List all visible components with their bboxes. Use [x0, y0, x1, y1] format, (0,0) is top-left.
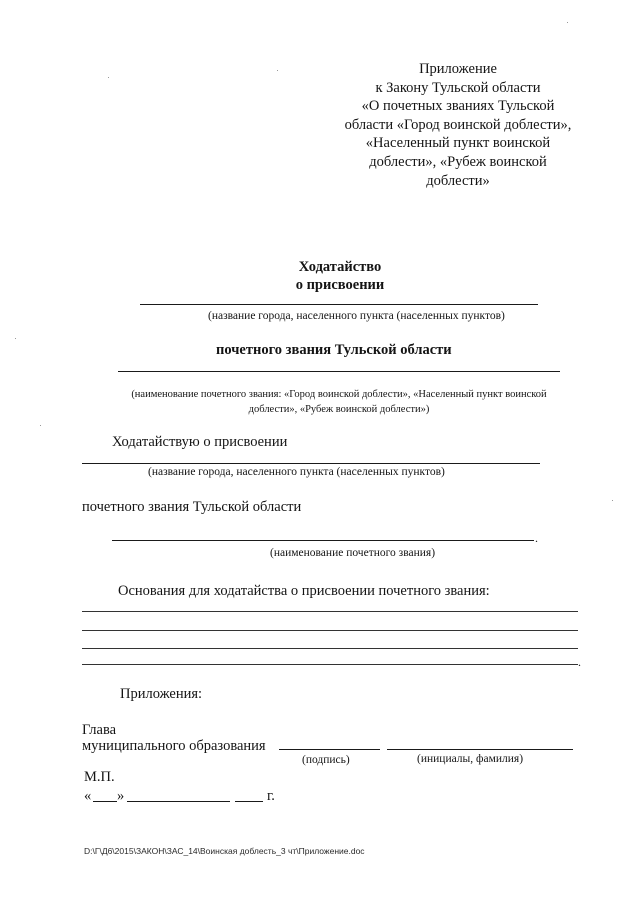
scan-speck — [15, 338, 16, 339]
grounds-line — [82, 630, 578, 631]
grounds-line — [82, 664, 578, 665]
caption-honor-options: (наименование почетного звания: «Город воинской доблести», «Населенный пункт воинской доблести», «Рубеж воинской доблести») — [131, 389, 547, 415]
grounds-line — [82, 611, 578, 612]
date-open-quote: « — [84, 788, 92, 804]
appendix-line: области «Город воинской доблести», — [344, 116, 572, 133]
caption-signature: (подпись) — [302, 754, 350, 766]
city-name-line-1 — [140, 304, 538, 305]
form-title-line1: Ходатайство — [298, 259, 382, 275]
grounds-line — [82, 648, 578, 649]
date-month-line — [127, 801, 230, 802]
appendix-line: «О почетных званиях Тульской — [361, 98, 555, 115]
stamp-label: М.П. — [84, 769, 115, 785]
appendix-line: Приложение — [419, 61, 497, 77]
scan-speck — [567, 22, 568, 23]
appendix-header — [318, 60, 598, 190]
signature-line — [279, 749, 380, 750]
form-title-line2: о присвоении — [295, 277, 385, 293]
honor-name-line-1 — [118, 371, 560, 372]
scan-speck — [277, 70, 278, 71]
scan-speck — [40, 425, 41, 426]
footer-file-path: D:\Г\Д6\2015\ЗАКОН\ЗАС_14\Воинская доблесть_3 чт\Приложение.doc — [84, 846, 365, 856]
head-label-line2: муниципального образования — [82, 738, 266, 754]
honor-text-2: почетного звания Тульской области — [82, 499, 302, 515]
appendix-line: «Населенный пункт воинской — [365, 135, 551, 152]
honor-name-line-2 — [112, 540, 534, 541]
grounds-label: Основания для ходатайства о присвоении почетного звания: — [118, 583, 490, 599]
scan-speck — [612, 500, 613, 501]
date-close-quote: » — [117, 788, 125, 804]
petition-text: Ходатайствую о присвоении — [112, 434, 288, 450]
period-mark: . — [535, 531, 538, 545]
scan-speck — [108, 77, 109, 78]
date-year-line — [235, 801, 263, 802]
year-suffix: г. — [267, 788, 275, 804]
caption-honor-name: (наименование почетного звания) — [270, 547, 436, 559]
caption-initials: (инициалы, фамилия) — [417, 753, 524, 765]
caption-city-1: (название города, населенного пункта (населенных пунктов) — [208, 310, 505, 322]
appendix-line: доблести», «Рубеж воинской — [369, 153, 547, 170]
city-name-line-2 — [82, 463, 540, 464]
date-day-line — [93, 801, 117, 802]
initials-line — [387, 749, 573, 750]
period-mark: . — [578, 655, 581, 669]
caption-city-2: (название города, населенного пункта (населенных пунктов) — [148, 466, 445, 478]
honor-title: почетного звания Тульской области — [216, 342, 452, 358]
appendix-line: к Закону Тульской области — [375, 79, 541, 96]
attachments-label: Приложения: — [120, 686, 203, 702]
head-label-line1: Глава — [82, 722, 117, 738]
appendix-line: доблести» — [426, 172, 490, 189]
